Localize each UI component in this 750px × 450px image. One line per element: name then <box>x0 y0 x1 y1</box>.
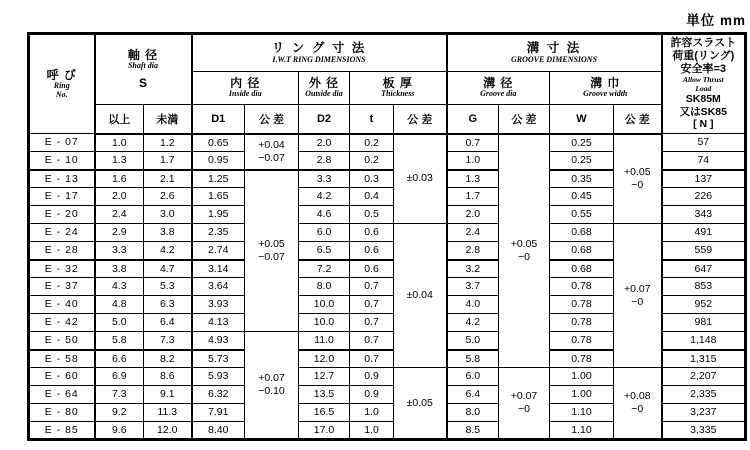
cell-shaft-min: 1.3 <box>95 152 144 170</box>
cell-d2: 6.0 <box>299 224 350 242</box>
header-inside-dia-ja: 内 径 <box>230 76 261 90</box>
header-load-line: 安全率=3 <box>680 62 727 75</box>
header-groove-dia-en: Groove dia <box>480 89 517 99</box>
cell-ring-no: E - 40 <box>29 296 95 314</box>
cell-thickness: 1.0 <box>350 404 394 422</box>
cell-groove-width: 0.68 <box>550 242 614 260</box>
cell-d2: 12.0 <box>299 350 350 368</box>
cell-d2: 4.2 <box>299 188 350 206</box>
header-g: G <box>447 105 499 134</box>
cell-groove-dia-tolerance: +0.05 −0 <box>499 134 550 368</box>
cell-shaft-max: 6.4 <box>144 314 192 332</box>
cell-thickness: 1.0 <box>350 422 394 440</box>
header-shaft-dia <box>95 34 192 105</box>
cell-shaft-min: 9.6 <box>95 422 144 440</box>
table-row <box>29 368 746 386</box>
cell-thickness: 0.6 <box>350 242 394 260</box>
cell-groove-dia: 3.7 <box>447 278 499 296</box>
cell-groove-dia: 1.0 <box>447 152 499 170</box>
header-outside-dia-ja: 外 径 <box>308 76 340 90</box>
cell-ring-no: E - 10 <box>29 152 95 170</box>
header-inside-dia <box>192 72 299 105</box>
table-row <box>29 134 746 152</box>
cell-shaft-min: 3.3 <box>95 242 144 260</box>
cell-thickness: 0.2 <box>350 152 394 170</box>
cell-groove-dia: 2.8 <box>447 242 499 260</box>
cell-d2: 16.5 <box>299 404 350 422</box>
header-groove-dia <box>447 72 550 105</box>
cell-d1-tolerance: +0.04 −0.07 <box>245 134 299 170</box>
cell-shaft-max: 4.7 <box>144 260 192 278</box>
cell-d1: 2.74 <box>192 242 245 260</box>
cell-groove-width: 0.25 <box>550 152 614 170</box>
cell-shaft-min: 5.0 <box>95 314 144 332</box>
cell-shaft-max: 8.2 <box>144 350 192 368</box>
cell-groove-dia-tolerance: +0.07 −0 <box>499 368 550 440</box>
cell-shaft-max: 6.3 <box>144 296 192 314</box>
header-ring-dimensions-ja: リ ン グ 寸 法 <box>271 41 367 56</box>
cell-d1: 7.91 <box>192 404 245 422</box>
cell-d1: 1.25 <box>192 170 245 188</box>
header-thickness <box>350 72 447 105</box>
header-shaft-max: 未満 <box>144 105 192 134</box>
cell-groove-dia: 5.0 <box>447 332 499 350</box>
cell-groove-width: 0.78 <box>550 332 614 350</box>
cell-d1: 2.35 <box>192 224 245 242</box>
header-groove-dimensions-en: GROOVE DIMENSIONS <box>511 54 598 64</box>
cell-d1-tolerance: +0.05 −0.07 <box>245 170 299 332</box>
cell-groove-dia: 6.0 <box>447 368 499 386</box>
cell-thickness-tolerance: ±0.03 <box>394 134 447 224</box>
cell-ring-no: E - 13 <box>29 170 95 188</box>
cell-groove-dia: 8.5 <box>447 422 499 440</box>
header-load-line: 荷重(リング) <box>672 50 735 62</box>
cell-thickness: 0.5 <box>350 206 394 224</box>
cell-shaft-max: 9.1 <box>144 386 192 404</box>
cell-shaft-max: 7.3 <box>144 332 192 350</box>
cell-d2: 7.2 <box>299 260 350 278</box>
cell-shaft-max: 3.8 <box>144 224 192 242</box>
header-thickness-ja: 板 厚 <box>382 76 413 90</box>
cell-shaft-min: 4.8 <box>95 296 144 314</box>
cell-d2: 3.3 <box>299 170 350 188</box>
unit-label: 単位 mm <box>686 13 746 28</box>
cell-shaft-max: 2.6 <box>144 188 192 206</box>
cell-d1: 4.13 <box>192 314 245 332</box>
cell-shaft-max: 5.3 <box>144 278 192 296</box>
header-ring-no <box>29 34 95 134</box>
cell-d2: 12.7 <box>299 368 350 386</box>
cell-ring-no: E - 80 <box>29 404 95 422</box>
cell-load: 491 <box>662 224 746 242</box>
cell-thickness: 0.7 <box>350 332 394 350</box>
header-thickness-en: Thickness <box>381 89 415 99</box>
cell-d1: 1.95 <box>192 206 245 224</box>
cell-groove-width: 0.25 <box>550 134 614 152</box>
cell-ring-no: E - 50 <box>29 332 95 350</box>
cell-shaft-min: 7.3 <box>95 386 144 404</box>
cell-groove-dia: 1.3 <box>447 170 499 188</box>
cell-load: 1,315 <box>662 350 746 368</box>
cell-groove-width-tolerance: +0.05 −0 <box>614 134 662 224</box>
cell-d1: 5.73 <box>192 350 245 368</box>
cell-d2: 10.0 <box>299 296 350 314</box>
cell-load: 3,237 <box>662 404 746 422</box>
cell-shaft-min: 1.0 <box>95 134 144 152</box>
cell-thickness: 0.3 <box>350 170 394 188</box>
cell-shaft-min: 2.0 <box>95 188 144 206</box>
cell-shaft-max: 1.7 <box>144 152 192 170</box>
cell-d1: 0.65 <box>192 134 245 152</box>
cell-groove-width: 0.68 <box>550 260 614 278</box>
header-ring-no-en1: Ring <box>53 80 70 90</box>
cell-d2: 17.0 <box>299 422 350 440</box>
header-d1-tolerance: 公 差 <box>245 105 299 134</box>
cell-shaft-min: 1.6 <box>95 170 144 188</box>
header-allow-thrust-load <box>662 34 746 134</box>
cell-load: 559 <box>662 242 746 260</box>
header-d2: D2 <box>299 105 350 134</box>
cell-groove-width: 1.10 <box>550 422 614 440</box>
cell-groove-width: 0.35 <box>550 170 614 188</box>
cell-shaft-max: 12.0 <box>144 422 192 440</box>
header-load-line: Allow Thrust <box>682 74 724 84</box>
cell-load: 952 <box>662 296 746 314</box>
cell-ring-no: E - 60 <box>29 368 95 386</box>
cell-d2: 2.0 <box>299 134 350 152</box>
cell-shaft-min: 3.8 <box>95 260 144 278</box>
cell-d1: 0.95 <box>192 152 245 170</box>
cell-shaft-max: 11.3 <box>144 404 192 422</box>
header-ring-no-ja: 呼 び <box>46 67 77 82</box>
cell-ring-no: E - 24 <box>29 224 95 242</box>
cell-load: 3,335 <box>662 422 746 440</box>
header-load-line: Load <box>695 83 712 93</box>
header-t-tolerance: 公 差 <box>394 105 447 134</box>
cell-groove-width: 0.78 <box>550 278 614 296</box>
header-groove-dimensions-ja: 溝 寸 法 <box>526 41 582 56</box>
header-load-line: SK85M <box>685 93 721 106</box>
header-shaft-symbol: S <box>138 75 147 90</box>
cell-groove-dia: 3.2 <box>447 260 499 278</box>
cell-d2: 13.5 <box>299 386 350 404</box>
cell-load: 226 <box>662 188 746 206</box>
header-inside-dia-en: Inside dia <box>228 89 262 99</box>
cell-load: 647 <box>662 260 746 278</box>
cell-groove-dia: 4.0 <box>447 296 499 314</box>
cell-groove-dia: 2.4 <box>447 224 499 242</box>
cell-ring-no: E - 42 <box>29 314 95 332</box>
cell-d1: 6.32 <box>192 386 245 404</box>
cell-shaft-max: 1.2 <box>144 134 192 152</box>
cell-load: 1,148 <box>662 332 746 350</box>
header-d1: D1 <box>192 105 245 134</box>
header-shaft-min: 以上 <box>95 105 144 134</box>
cell-shaft-min: 4.3 <box>95 278 144 296</box>
cell-thickness: 0.9 <box>350 368 394 386</box>
cell-thickness-tolerance: ±0.05 <box>394 368 447 440</box>
cell-shaft-max: 4.2 <box>144 242 192 260</box>
header-groove-width-ja: 溝 巾 <box>590 76 621 90</box>
header-ring-no-en2: No. <box>55 89 68 99</box>
cell-load: 57 <box>662 134 746 152</box>
cell-thickness: 0.4 <box>350 188 394 206</box>
header-load-line: 又はSK85 <box>679 105 727 118</box>
cell-ring-no: E - 17 <box>29 188 95 206</box>
cell-d2: 10.0 <box>299 314 350 332</box>
cell-shaft-max: 2.1 <box>144 170 192 188</box>
cell-shaft-min: 2.4 <box>95 206 144 224</box>
cell-groove-width: 0.78 <box>550 296 614 314</box>
cell-d1: 8.40 <box>192 422 245 440</box>
cell-shaft-max: 3.0 <box>144 206 192 224</box>
cell-shaft-min: 2.9 <box>95 224 144 242</box>
cell-d1: 3.14 <box>192 260 245 278</box>
cell-d1: 3.93 <box>192 296 245 314</box>
cell-groove-dia: 4.2 <box>447 314 499 332</box>
cell-groove-dia: 6.4 <box>447 386 499 404</box>
cell-ring-no: E - 85 <box>29 422 95 440</box>
header-outside-dia <box>299 72 350 105</box>
cell-d1: 4.93 <box>192 332 245 350</box>
cell-groove-dia: 0.7 <box>447 134 499 152</box>
cell-groove-width-tolerance: +0.07 −0 <box>614 224 662 368</box>
cell-d2: 8.0 <box>299 278 350 296</box>
cell-d1: 3.64 <box>192 278 245 296</box>
cell-thickness-tolerance: ±0.04 <box>394 224 447 368</box>
cell-shaft-min: 6.9 <box>95 368 144 386</box>
cell-d2: 2.8 <box>299 152 350 170</box>
header-load-line: 許容スラスト <box>670 37 737 50</box>
header-groove-dia-ja: 溝 径 <box>483 76 514 90</box>
cell-ring-no: E - 07 <box>29 134 95 152</box>
cell-load: 2,207 <box>662 368 746 386</box>
cell-groove-width-tolerance: +0.08 −0 <box>614 368 662 440</box>
cell-groove-dia: 2.0 <box>447 206 499 224</box>
cell-ring-no: E - 37 <box>29 278 95 296</box>
cell-groove-width: 1.00 <box>550 368 614 386</box>
table-row <box>29 224 746 242</box>
cell-groove-width: 1.00 <box>550 386 614 404</box>
cell-ring-no: E - 20 <box>29 206 95 224</box>
cell-shaft-max: 8.6 <box>144 368 192 386</box>
header-outside-dia-en: Outside dia <box>305 89 343 99</box>
table-header <box>29 34 746 134</box>
cell-load: 137 <box>662 170 746 188</box>
cell-thickness: 0.7 <box>350 278 394 296</box>
cell-load: 343 <box>662 206 746 224</box>
header-shaft-dia-en: Shaft dia <box>127 61 158 71</box>
cell-thickness: 0.7 <box>350 350 394 368</box>
cell-d1-tolerance: +0.07 −0.10 <box>245 332 299 440</box>
cell-d1: 1.65 <box>192 188 245 206</box>
cell-groove-dia: 5.8 <box>447 350 499 368</box>
cell-ring-no: E - 28 <box>29 242 95 260</box>
header-load-line: [ N ] <box>693 118 714 131</box>
cell-d2: 11.0 <box>299 332 350 350</box>
cell-groove-width: 0.78 <box>550 314 614 332</box>
header-w: W <box>550 105 614 134</box>
cell-thickness: 0.7 <box>350 314 394 332</box>
cell-groove-width: 0.68 <box>550 224 614 242</box>
cell-thickness: 0.2 <box>350 134 394 152</box>
cell-load: 74 <box>662 152 746 170</box>
header-t: t <box>350 105 394 134</box>
cell-groove-dia: 8.0 <box>447 404 499 422</box>
header-ring-dimensions <box>192 34 447 72</box>
header-w-tolerance: 公 差 <box>614 105 662 134</box>
cell-shaft-min: 6.6 <box>95 350 144 368</box>
cell-d1: 5.93 <box>192 368 245 386</box>
cell-thickness: 0.7 <box>350 296 394 314</box>
header-g-tolerance: 公 差 <box>499 105 550 134</box>
cell-groove-width: 0.55 <box>550 206 614 224</box>
cell-ring-no: E - 32 <box>29 260 95 278</box>
header-groove-width <box>550 72 662 105</box>
cell-groove-width: 0.78 <box>550 350 614 368</box>
cell-load: 853 <box>662 278 746 296</box>
cell-d2: 6.5 <box>299 242 350 260</box>
header-groove-dimensions <box>447 34 662 72</box>
cell-load: 2,335 <box>662 386 746 404</box>
cell-load: 981 <box>662 314 746 332</box>
cell-ring-no: E - 64 <box>29 386 95 404</box>
cell-groove-dia: 1.7 <box>447 188 499 206</box>
cell-shaft-min: 5.8 <box>95 332 144 350</box>
header-groove-width-en: Groove width <box>583 89 628 99</box>
header-ring-dimensions-en: I.W.T RING DIMENSIONS <box>272 54 366 64</box>
cell-d2: 4.6 <box>299 206 350 224</box>
cell-ring-no: E - 58 <box>29 350 95 368</box>
cell-thickness: 0.6 <box>350 224 394 242</box>
spec-table-body <box>29 134 746 440</box>
cell-groove-width: 1.10 <box>550 404 614 422</box>
cell-shaft-min: 9.2 <box>95 404 144 422</box>
header-shaft-dia-ja: 軸 径 <box>127 48 159 62</box>
cell-thickness: 0.9 <box>350 386 394 404</box>
spec-table <box>27 32 747 441</box>
cell-thickness: 0.6 <box>350 260 394 278</box>
cell-groove-width: 0.45 <box>550 188 614 206</box>
